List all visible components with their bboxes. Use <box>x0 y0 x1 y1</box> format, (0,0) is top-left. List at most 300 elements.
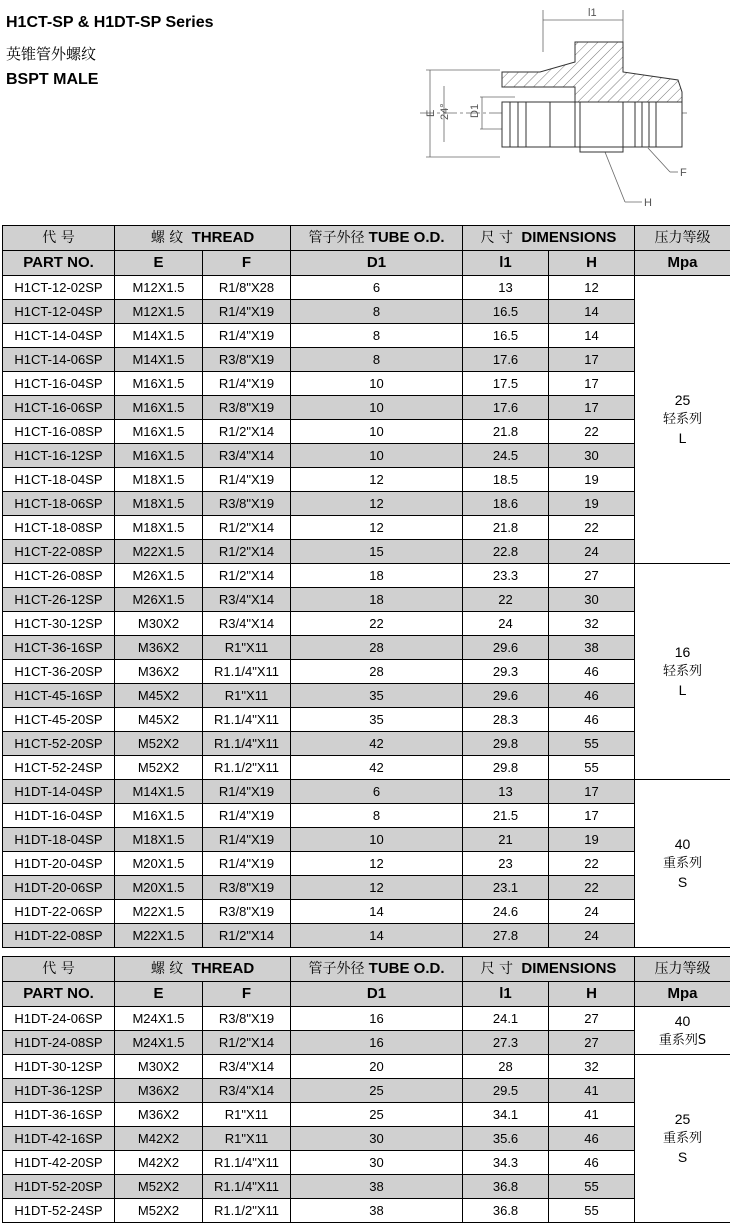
cell-part: H1CT-26-12SP <box>3 588 115 612</box>
cell-h: 46 <box>549 708 635 732</box>
cell-e: M24X1.5 <box>115 1007 203 1031</box>
cell-d1: 25 <box>291 1103 463 1127</box>
cell-part: H1DT-20-06SP <box>3 876 115 900</box>
label-h: H <box>644 197 652 209</box>
cell-d1: 12 <box>291 492 463 516</box>
cell-f: R1"X11 <box>203 684 291 708</box>
table-row <box>3 276 730 300</box>
cell-l1: 29.8 <box>463 756 549 780</box>
cell-f: R1/2"X14 <box>203 420 291 444</box>
cell-f: R1/4"X19 <box>203 468 291 492</box>
header-dimensions: 尺 寸 DIMENSIONS <box>463 957 635 982</box>
cell-l1: 27.3 <box>463 1031 549 1055</box>
cell-f: R1/4"X19 <box>203 828 291 852</box>
cell-h: 14 <box>549 324 635 348</box>
label-d1: D1 <box>469 103 481 118</box>
cell-f: R1/8"X28 <box>203 276 291 300</box>
cell-d1: 38 <box>291 1175 463 1199</box>
cell-d1: 30 <box>291 1127 463 1151</box>
cell-part: H1CT-12-04SP <box>3 300 115 324</box>
pressure-value: 40 <box>674 1012 691 1029</box>
cell-l1: 16.5 <box>463 324 549 348</box>
pressure-group <box>635 1055 730 1223</box>
cell-l1: 34.3 <box>463 1151 549 1175</box>
cell-l1: 35.6 <box>463 1127 549 1151</box>
cell-part: H1DT-36-16SP <box>3 1103 115 1127</box>
cell-h: 41 <box>549 1103 635 1127</box>
table-row <box>3 756 730 780</box>
cell-e: M18X1.5 <box>115 492 203 516</box>
table-row <box>3 396 730 420</box>
cell-l1: 24.6 <box>463 900 549 924</box>
cell-l1: 29.8 <box>463 732 549 756</box>
cell-h: 46 <box>549 684 635 708</box>
cell-e: M42X2 <box>115 1151 203 1175</box>
cell-d1: 16 <box>291 1031 463 1055</box>
cell-e: M42X2 <box>115 1127 203 1151</box>
cell-part: H1CT-12-02SP <box>3 276 115 300</box>
cell-l1: 36.8 <box>463 1199 549 1223</box>
cell-e: M36X2 <box>115 1103 203 1127</box>
cell-h: 19 <box>549 492 635 516</box>
pressure-value: 25 <box>674 392 691 408</box>
cell-f: R1.1/4"X11 <box>203 732 291 756</box>
cell-l1: 22.8 <box>463 540 549 564</box>
cell-d1: 35 <box>291 684 463 708</box>
cell-h: 17 <box>549 780 635 804</box>
cell-d1: 12 <box>291 468 463 492</box>
cell-l1: 24.1 <box>463 1007 549 1031</box>
cell-part: H1CT-36-20SP <box>3 660 115 684</box>
cell-l1: 27.8 <box>463 924 549 948</box>
table-row <box>3 1151 730 1175</box>
header-d1: D1 <box>291 982 463 1007</box>
cell-f: R1.1/4"X11 <box>203 1151 291 1175</box>
cell-e: M52X2 <box>115 756 203 780</box>
cell-l1: 28.3 <box>463 708 549 732</box>
cell-part: H1CT-14-06SP <box>3 348 115 372</box>
cell-f: R1/4"X19 <box>203 300 291 324</box>
cell-d1: 8 <box>291 324 463 348</box>
cell-h: 24 <box>549 540 635 564</box>
cell-part: H1CT-36-16SP <box>3 636 115 660</box>
table-row <box>3 660 730 684</box>
pressure-group <box>635 1007 730 1055</box>
cell-l1: 29.6 <box>463 636 549 660</box>
cell-f: R1/4"X19 <box>203 804 291 828</box>
cell-part: H1CT-16-08SP <box>3 420 115 444</box>
cell-l1: 17.6 <box>463 348 549 372</box>
cell-h: 55 <box>549 1175 635 1199</box>
cell-h: 12 <box>549 276 635 300</box>
table-row <box>3 564 730 588</box>
cell-e: M16X1.5 <box>115 804 203 828</box>
table-row <box>3 924 730 948</box>
cell-e: M16X1.5 <box>115 444 203 468</box>
cell-e: M20X1.5 <box>115 876 203 900</box>
cell-h: 17 <box>549 348 635 372</box>
cell-f: R1/4"X19 <box>203 324 291 348</box>
header-f: F <box>203 982 291 1007</box>
cell-f: R1/2"X14 <box>203 516 291 540</box>
table-row <box>3 540 730 564</box>
cell-e: M52X2 <box>115 1175 203 1199</box>
cell-e: M26X1.5 <box>115 588 203 612</box>
cell-e: M22X1.5 <box>115 900 203 924</box>
pressure-series: 重系列S <box>658 1032 707 1048</box>
cell-d1: 35 <box>291 708 463 732</box>
cell-e: M18X1.5 <box>115 516 203 540</box>
table-row <box>3 612 730 636</box>
cell-l1: 24 <box>463 612 549 636</box>
cell-d1: 22 <box>291 612 463 636</box>
pressure-group <box>635 276 730 564</box>
cell-d1: 8 <box>291 300 463 324</box>
cell-h: 30 <box>549 444 635 468</box>
cell-h: 55 <box>549 1199 635 1223</box>
cell-part: H1CT-16-04SP <box>3 372 115 396</box>
cell-h: 55 <box>549 756 635 780</box>
table-row <box>3 1127 730 1151</box>
cell-d1: 42 <box>291 732 463 756</box>
label-l1: l1 <box>588 7 597 19</box>
cell-f: R1.1/4"X11 <box>203 708 291 732</box>
header-e: E <box>115 251 203 276</box>
table-row <box>3 420 730 444</box>
cell-l1: 17.5 <box>463 372 549 396</box>
cell-e: M22X1.5 <box>115 924 203 948</box>
header-tube-od: 管子外径 TUBE O.D. <box>291 957 463 982</box>
cell-l1: 34.1 <box>463 1103 549 1127</box>
cell-f: R1/4"X19 <box>203 372 291 396</box>
cell-l1: 21.5 <box>463 804 549 828</box>
cell-h: 46 <box>549 660 635 684</box>
cell-l1: 17.6 <box>463 396 549 420</box>
header-e: E <box>115 982 203 1007</box>
cell-l1: 18.5 <box>463 468 549 492</box>
table-row <box>3 708 730 732</box>
cell-d1: 18 <box>291 588 463 612</box>
cell-f: R1/2"X14 <box>203 564 291 588</box>
cell-e: M36X2 <box>115 660 203 684</box>
cell-f: R1.1/2"X11 <box>203 756 291 780</box>
thread-type: BSPT MALE <box>6 71 99 88</box>
cell-d1: 8 <box>291 804 463 828</box>
cell-d1: 10 <box>291 828 463 852</box>
cell-d1: 12 <box>291 852 463 876</box>
cell-l1: 36.8 <box>463 1175 549 1199</box>
header-pressure-unit: Mpa <box>635 251 730 276</box>
cell-h: 38 <box>549 636 635 660</box>
cell-h: 24 <box>549 900 635 924</box>
cell-f: R3/8"X19 <box>203 1007 291 1031</box>
table-row <box>3 348 730 372</box>
cell-h: 22 <box>549 420 635 444</box>
cell-l1: 18.6 <box>463 492 549 516</box>
header-f: F <box>203 251 291 276</box>
cell-d1: 42 <box>291 756 463 780</box>
cell-e: M30X2 <box>115 1055 203 1079</box>
header-part-no: 代 号 <box>3 957 115 982</box>
cell-e: M14X1.5 <box>115 324 203 348</box>
cell-f: R3/4"X14 <box>203 1055 291 1079</box>
cell-part: H1CT-45-16SP <box>3 684 115 708</box>
cell-part: H1CT-16-06SP <box>3 396 115 420</box>
cell-d1: 25 <box>291 1079 463 1103</box>
cell-e: M22X1.5 <box>115 540 203 564</box>
cell-e: M36X2 <box>115 636 203 660</box>
table-row <box>3 372 730 396</box>
cell-e: M45X2 <box>115 708 203 732</box>
table-row <box>3 900 730 924</box>
table-row <box>3 588 730 612</box>
cell-f: R1.1/4"X11 <box>203 660 291 684</box>
cell-h: 27 <box>549 564 635 588</box>
cell-e: M16X1.5 <box>115 396 203 420</box>
dimensions-table-1 <box>2 225 730 948</box>
cell-h: 17 <box>549 804 635 828</box>
table-row <box>3 1055 730 1079</box>
header-pressure: 压力等级 <box>635 226 730 251</box>
cell-f: R3/4"X14 <box>203 444 291 468</box>
cell-part: H1DT-18-04SP <box>3 828 115 852</box>
cell-part: H1DT-22-08SP <box>3 924 115 948</box>
cell-e: M30X2 <box>115 612 203 636</box>
fitting-body <box>502 42 682 152</box>
page-title: H1CT-SP & H1DT-SP Series <box>6 14 214 31</box>
cell-part: H1DT-30-12SP <box>3 1055 115 1079</box>
cell-part: H1DT-14-04SP <box>3 780 115 804</box>
header-d1: D1 <box>291 251 463 276</box>
cell-part: H1DT-52-20SP <box>3 1175 115 1199</box>
table-row <box>3 1079 730 1103</box>
cell-f: R3/8"X19 <box>203 492 291 516</box>
table-row <box>3 804 730 828</box>
table-row <box>3 516 730 540</box>
table-row <box>3 876 730 900</box>
cell-l1: 29.5 <box>463 1079 549 1103</box>
cell-e: M26X1.5 <box>115 564 203 588</box>
cell-part: H1CT-18-08SP <box>3 516 115 540</box>
cell-part: H1DT-36-12SP <box>3 1079 115 1103</box>
cell-part: H1DT-42-16SP <box>3 1127 115 1151</box>
cell-e: M18X1.5 <box>115 468 203 492</box>
cell-e: M12X1.5 <box>115 276 203 300</box>
pressure-series: 重系列 <box>663 1131 703 1146</box>
label-e: E <box>425 109 437 117</box>
cell-f: R1/4"X19 <box>203 780 291 804</box>
cell-h: 14 <box>549 300 635 324</box>
cell-part: H1DT-24-06SP <box>3 1007 115 1031</box>
cell-f: R3/8"X19 <box>203 396 291 420</box>
cell-part: H1CT-52-20SP <box>3 732 115 756</box>
cell-part: H1DT-52-24SP <box>3 1199 115 1223</box>
pressure-series-code: S <box>677 1149 688 1165</box>
cell-f: R1.1/4"X11 <box>203 1175 291 1199</box>
cell-d1: 18 <box>291 564 463 588</box>
cell-d1: 28 <box>291 660 463 684</box>
cell-d1: 15 <box>291 540 463 564</box>
cell-f: R1"X11 <box>203 636 291 660</box>
cell-d1: 8 <box>291 348 463 372</box>
header-thread: 螺 纹 THREAD <box>115 957 291 982</box>
header-l1: l1 <box>463 251 549 276</box>
cell-part: H1DT-16-04SP <box>3 804 115 828</box>
table-row <box>3 492 730 516</box>
pressure-value: 40 <box>674 836 691 852</box>
cell-e: M14X1.5 <box>115 348 203 372</box>
cell-part: H1CT-14-04SP <box>3 324 115 348</box>
cell-e: M52X2 <box>115 1199 203 1223</box>
header-part-no-en: PART NO. <box>3 982 115 1007</box>
cell-h: 19 <box>549 468 635 492</box>
cell-f: R3/4"X14 <box>203 612 291 636</box>
cell-part: H1DT-20-04SP <box>3 852 115 876</box>
cell-d1: 14 <box>291 900 463 924</box>
cell-e: M20X1.5 <box>115 852 203 876</box>
pressure-series-code: L <box>678 430 687 446</box>
cell-h: 22 <box>549 516 635 540</box>
table-row <box>3 1031 730 1055</box>
cell-d1: 10 <box>291 372 463 396</box>
cell-h: 46 <box>549 1151 635 1175</box>
fitting-technical-drawing <box>420 2 720 214</box>
cell-e: M45X2 <box>115 684 203 708</box>
cell-f: R1/2"X14 <box>203 924 291 948</box>
cell-f: R3/4"X14 <box>203 588 291 612</box>
cell-d1: 12 <box>291 876 463 900</box>
pressure-value: 16 <box>674 644 691 660</box>
cell-f: R1"X11 <box>203 1127 291 1151</box>
cell-e: M52X2 <box>115 732 203 756</box>
pressure-value: 25 <box>674 1111 691 1127</box>
pressure-series-code: L <box>678 682 687 698</box>
cell-f: R3/8"X19 <box>203 348 291 372</box>
cell-d1: 10 <box>291 444 463 468</box>
header-l1: l1 <box>463 982 549 1007</box>
header-dimensions: 尺 寸 DIMENSIONS <box>463 226 635 251</box>
label-f: F <box>680 167 687 179</box>
cell-d1: 6 <box>291 276 463 300</box>
table-row <box>3 1007 730 1031</box>
cell-l1: 21 <box>463 828 549 852</box>
cell-l1: 29.3 <box>463 660 549 684</box>
cell-d1: 20 <box>291 1055 463 1079</box>
cell-h: 32 <box>549 612 635 636</box>
cell-h: 17 <box>549 372 635 396</box>
cell-part: H1CT-18-04SP <box>3 468 115 492</box>
cell-h: 41 <box>549 1079 635 1103</box>
cell-f: R3/4"X14 <box>203 1079 291 1103</box>
cell-l1: 13 <box>463 276 549 300</box>
dimensions-table-2 <box>2 956 730 1223</box>
cell-d1: 10 <box>291 420 463 444</box>
cell-d1: 16 <box>291 1007 463 1031</box>
cell-e: M18X1.5 <box>115 828 203 852</box>
table-row <box>3 300 730 324</box>
cell-l1: 16.5 <box>463 300 549 324</box>
cell-h: 22 <box>549 852 635 876</box>
table-row <box>3 780 730 804</box>
cell-h: 32 <box>549 1055 635 1079</box>
cell-f: R1/4"X19 <box>203 852 291 876</box>
cell-h: 55 <box>549 732 635 756</box>
cell-e: M24X1.5 <box>115 1031 203 1055</box>
cell-d1: 12 <box>291 516 463 540</box>
cell-part: H1CT-30-12SP <box>3 612 115 636</box>
cell-f: R1/2"X14 <box>203 1031 291 1055</box>
cell-h: 30 <box>549 588 635 612</box>
cell-l1: 22 <box>463 588 549 612</box>
cell-part: H1CT-26-08SP <box>3 564 115 588</box>
cell-part: H1CT-22-08SP <box>3 540 115 564</box>
cell-part: H1CT-52-24SP <box>3 756 115 780</box>
cell-part: H1DT-42-20SP <box>3 1151 115 1175</box>
cell-l1: 21.8 <box>463 420 549 444</box>
table-row <box>3 1175 730 1199</box>
pressure-series: 重系列 <box>663 856 703 871</box>
page-subtitle-cn: 英锥管外螺纹 <box>6 45 97 63</box>
cell-d1: 14 <box>291 924 463 948</box>
cell-f: R1/2"X14 <box>203 540 291 564</box>
header-h: H <box>549 982 635 1007</box>
cell-h: 27 <box>549 1007 635 1031</box>
table-row <box>3 852 730 876</box>
cell-d1: 30 <box>291 1151 463 1175</box>
cell-part: H1CT-16-12SP <box>3 444 115 468</box>
table-row <box>3 444 730 468</box>
cell-l1: 13 <box>463 780 549 804</box>
cell-f: R1"X11 <box>203 1103 291 1127</box>
pressure-series: 轻系列 <box>663 664 703 679</box>
cell-l1: 24.5 <box>463 444 549 468</box>
cell-l1: 23 <box>463 852 549 876</box>
cell-l1: 23.1 <box>463 876 549 900</box>
cell-d1: 6 <box>291 780 463 804</box>
table-row <box>3 1199 730 1223</box>
cell-l1: 29.6 <box>463 684 549 708</box>
header-h: H <box>549 251 635 276</box>
header-part-no-en: PART NO. <box>3 251 115 276</box>
cell-l1: 23.3 <box>463 564 549 588</box>
cell-e: M14X1.5 <box>115 780 203 804</box>
cell-part: H1CT-45-20SP <box>3 708 115 732</box>
pressure-group <box>635 564 730 780</box>
cell-part: H1DT-22-06SP <box>3 900 115 924</box>
cell-e: M16X1.5 <box>115 420 203 444</box>
header-pressure-unit: Mpa <box>635 982 730 1007</box>
header-tube-od: 管子外径 TUBE O.D. <box>291 226 463 251</box>
cell-part: H1DT-24-08SP <box>3 1031 115 1055</box>
cell-d1: 28 <box>291 636 463 660</box>
pressure-series: 轻系列 <box>663 412 703 427</box>
header-thread: 螺 纹 THREAD <box>115 226 291 251</box>
cell-d1: 38 <box>291 1199 463 1223</box>
table-row <box>3 636 730 660</box>
cell-d1: 10 <box>291 396 463 420</box>
pressure-series-code: S <box>677 874 688 890</box>
cell-l1: 21.8 <box>463 516 549 540</box>
header-part-no: 代 号 <box>3 226 115 251</box>
cell-h: 19 <box>549 828 635 852</box>
header-pressure: 压力等级 <box>635 957 730 982</box>
cell-e: M12X1.5 <box>115 300 203 324</box>
pressure-group <box>635 780 730 948</box>
cell-e: M16X1.5 <box>115 372 203 396</box>
cell-f: R3/8"X19 <box>203 876 291 900</box>
cell-h: 17 <box>549 396 635 420</box>
table-row <box>3 468 730 492</box>
